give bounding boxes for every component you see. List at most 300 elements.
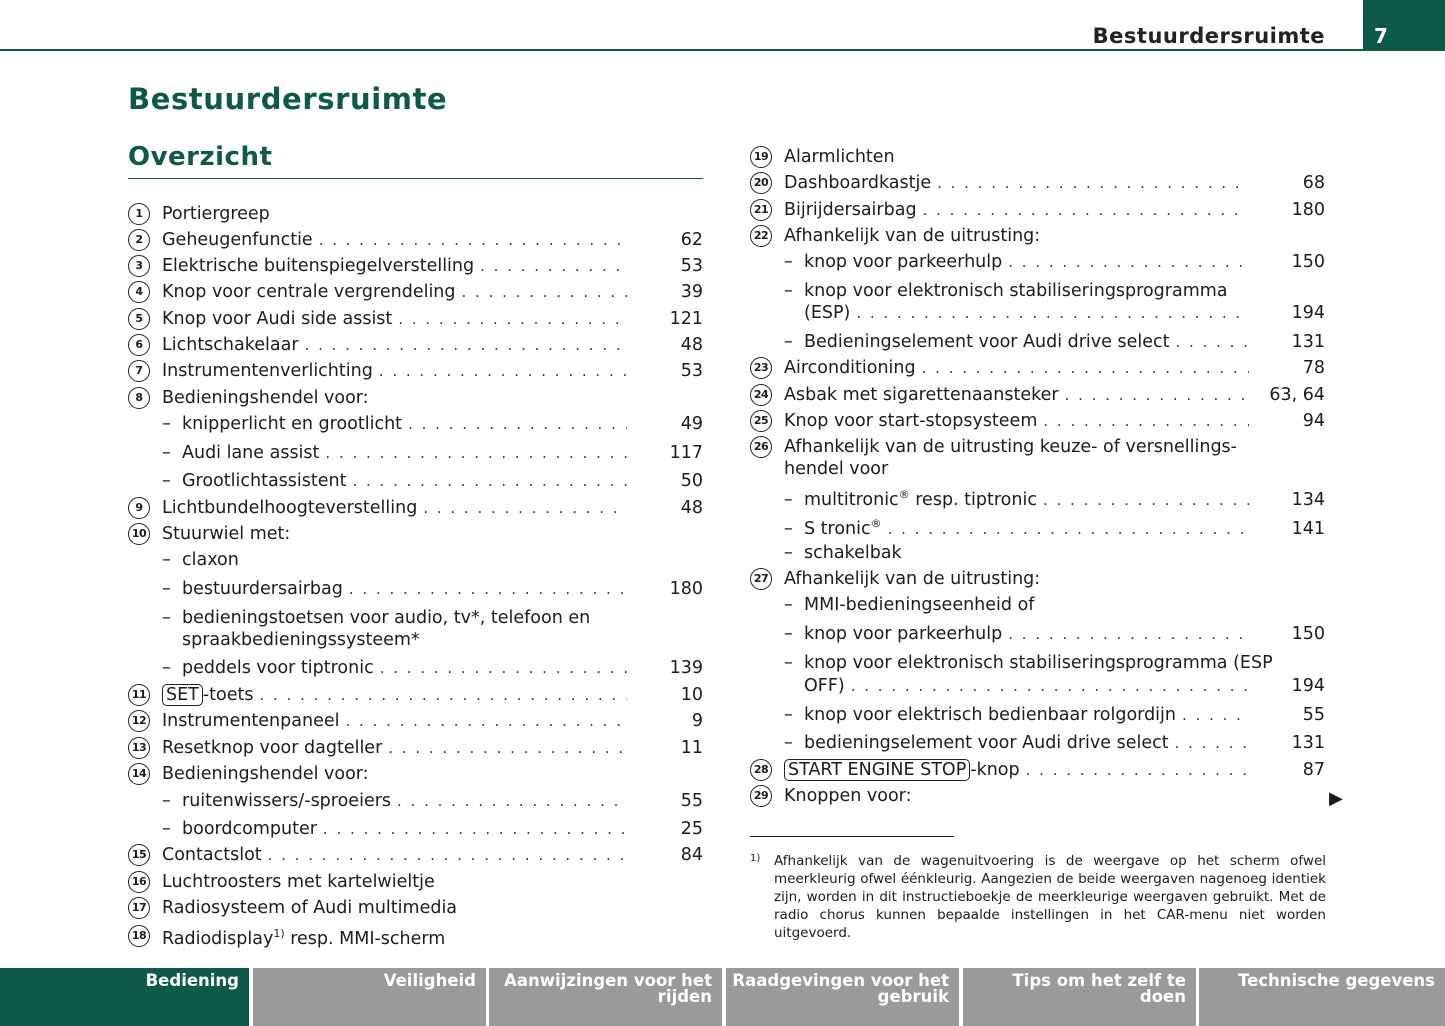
entry-label-text: Afhankelijk van de uitrusting keuze- of versnellings- xyxy=(784,437,1237,457)
page-reference: 150 xyxy=(1291,624,1325,644)
toc-entry[interactable] xyxy=(128,763,703,785)
entry-label-text: Portiergreep xyxy=(162,204,270,224)
sub-item-dash: – xyxy=(784,733,793,753)
entry-label-text: schakelbak xyxy=(804,543,902,563)
toc-entry[interactable] xyxy=(128,818,703,840)
item-number-badge: 4 xyxy=(128,281,150,303)
entry-label xyxy=(804,732,1169,754)
entry-label xyxy=(804,594,1034,616)
toc-entry[interactable] xyxy=(128,629,703,651)
item-number-badge: 8 xyxy=(128,387,150,409)
key-label-badge: START ENGINE STOP xyxy=(784,759,970,781)
header-rule xyxy=(0,49,1363,51)
item-number-badge: 26 xyxy=(750,436,772,458)
toc-entry[interactable] xyxy=(128,523,703,545)
superscript-mark: 1) xyxy=(273,927,285,940)
page-number-tab xyxy=(1363,0,1445,51)
entry-label-text: Audi lane assist xyxy=(182,443,320,463)
dot-leader xyxy=(1008,251,1249,273)
toc-entry[interactable] xyxy=(750,732,1325,754)
entry-label xyxy=(162,710,339,732)
item-number-badge: 2 xyxy=(128,229,150,251)
nav-tab-1[interactable]: Bediening xyxy=(0,968,249,1026)
page-reference: 39 xyxy=(680,282,703,302)
entry-label xyxy=(804,513,882,540)
entry-label xyxy=(784,759,1020,781)
entry-label-text: Bedieningshendel voor: xyxy=(162,388,369,408)
page-reference: 49 xyxy=(680,414,703,434)
toc-entry[interactable] xyxy=(128,255,703,277)
toc-entry[interactable] xyxy=(128,684,703,706)
dot-leader xyxy=(462,281,627,303)
entry-label-text: Luchtroosters met kartelwieltje xyxy=(162,872,435,892)
item-number-badge: 10 xyxy=(128,523,150,545)
toc-entry[interactable] xyxy=(750,410,1325,432)
toc-entry[interactable] xyxy=(750,623,1325,645)
entry-label xyxy=(784,199,917,221)
bottom-navigation xyxy=(0,968,1445,1026)
item-number-badge: 24 xyxy=(750,384,772,406)
toc-entry[interactable] xyxy=(128,281,703,303)
entry-label-text: knop voor parkeerhulp xyxy=(804,252,1003,272)
footnote-text: Afhankelijk van de wagenuitvoering is de weergave op het scherm ofwel meerkleurig ofwel éénkleurig. Aangezien de beide weergaven nagenoeg identiek zijn, worden in dit instructieboekje de meerkleurige weergaven gebruikt. Met de radio chorus kunnen bepaalde instellingen in het CAR-menu niet worden uitgevoerd. xyxy=(774,853,1326,941)
page-reference: 84 xyxy=(680,845,703,865)
entry-label xyxy=(182,818,317,840)
page-reference: 150 xyxy=(1291,252,1325,272)
entry-label xyxy=(804,704,1176,726)
entry-label-text: MMI-bedieningseenheid of xyxy=(804,595,1035,615)
page-reference: 194 xyxy=(1291,676,1325,696)
item-number-badge: 9 xyxy=(128,497,150,519)
entry-label xyxy=(162,334,299,356)
dot-leader xyxy=(397,790,627,812)
item-number-badge: 27 xyxy=(750,568,772,590)
sub-item-dash: – xyxy=(162,658,171,678)
entry-label xyxy=(804,652,1273,674)
entry-label xyxy=(162,923,445,950)
page-reference: 9 xyxy=(691,711,703,731)
entry-label-text: ruitenwissers/-sproeiers xyxy=(182,791,392,811)
toc-entry[interactable] xyxy=(128,844,703,866)
entry-label xyxy=(162,763,369,785)
entry-label xyxy=(162,737,382,759)
item-number-badge: 1 xyxy=(128,203,150,225)
entry-label-text: Afhankelijk van de uitrusting: xyxy=(784,569,1041,589)
toc-entry[interactable] xyxy=(128,387,703,409)
page-reference: 117 xyxy=(669,443,703,463)
entry-label-text: Bedieningshendel voor: xyxy=(162,764,369,784)
entry-label-text: Radiodisplay xyxy=(162,928,274,949)
footnote-rule xyxy=(750,836,954,837)
toc-entry[interactable] xyxy=(750,785,1325,807)
page-reference: 131 xyxy=(1291,733,1325,753)
item-number-badge: 3 xyxy=(128,255,150,277)
entry-label xyxy=(784,384,1059,406)
page-reference: 87 xyxy=(1302,760,1325,780)
entry-label-text: -knop xyxy=(970,760,1020,780)
toc-entry[interactable] xyxy=(750,225,1325,247)
page-reference: 141 xyxy=(1291,518,1325,539)
toc-entry[interactable] xyxy=(750,594,1325,616)
entry-label xyxy=(784,357,916,379)
entry-label xyxy=(182,549,239,571)
toc-entry[interactable] xyxy=(750,357,1325,379)
entry-label-text: knop voor parkeerhulp xyxy=(804,624,1003,644)
entry-label xyxy=(182,629,420,651)
item-number-badge: 12 xyxy=(128,710,150,732)
entry-label xyxy=(162,387,369,409)
toc-entry[interactable] xyxy=(750,436,1325,458)
entry-label-text: Grootlichtassistent xyxy=(182,471,347,491)
dot-leader xyxy=(268,844,627,866)
dot-leader xyxy=(851,675,1249,697)
toc-entry[interactable] xyxy=(750,568,1325,590)
entry-label xyxy=(162,897,457,919)
page-reference: 25 xyxy=(680,819,703,839)
page-reference: 121 xyxy=(669,309,703,329)
entry-label xyxy=(784,172,931,194)
item-number-badge: 14 xyxy=(128,763,150,785)
toc-entry[interactable] xyxy=(128,871,703,893)
toc-entry[interactable] xyxy=(128,657,703,679)
toc-entry[interactable] xyxy=(750,484,1325,511)
entry-label-text: Resetknop voor dagteller xyxy=(162,738,383,758)
entry-label-text: knipperlicht en grootlicht xyxy=(182,414,403,434)
item-number-badge: 16 xyxy=(128,871,150,893)
item-number-badge: 23 xyxy=(750,357,772,379)
toc-entry[interactable] xyxy=(128,897,703,919)
toc-entry[interactable] xyxy=(750,384,1325,406)
dot-leader xyxy=(937,172,1249,194)
item-number-badge: 21 xyxy=(750,199,772,221)
entry-label-text: bedieningstoetsen voor audio, tv*, telefoon en xyxy=(182,608,591,628)
page-reference: 48 xyxy=(680,335,703,355)
entry-label-text: hendel voor xyxy=(784,459,889,479)
entry-label xyxy=(162,523,290,545)
entry-label xyxy=(784,568,1040,590)
toc-entry[interactable] xyxy=(750,302,1325,324)
entry-label xyxy=(804,251,1002,273)
entry-label-text: Geheugenfunctie xyxy=(162,230,313,250)
item-number-badge: 7 xyxy=(128,360,150,382)
toc-entry[interactable] xyxy=(128,308,703,330)
toc-entry[interactable] xyxy=(128,360,703,382)
entry-label-text: S tronic xyxy=(804,518,871,539)
sub-item-dash: – xyxy=(784,332,793,352)
entry-label-continued: resp. MMI-scherm xyxy=(284,928,446,949)
entry-label-text: knop voor elektronisch stabiliseringsprogramma xyxy=(804,281,1228,301)
section-title: Overzicht xyxy=(128,142,273,172)
dot-leader xyxy=(323,818,627,840)
dot-leader xyxy=(325,442,627,464)
entry-label-text: Knoppen voor: xyxy=(784,786,912,806)
sub-item-dash: – xyxy=(162,608,171,628)
entry-label xyxy=(804,542,902,564)
sub-item-dash: – xyxy=(784,489,793,510)
nav-tab-2[interactable]: Veiligheid xyxy=(253,968,486,1026)
entry-label xyxy=(182,607,590,629)
page-reference: 78 xyxy=(1302,358,1325,378)
item-number-badge: 17 xyxy=(128,897,150,919)
page-reference: 63, 64 xyxy=(1269,385,1325,405)
dot-leader xyxy=(480,255,627,277)
dot-leader xyxy=(408,413,627,435)
entry-label-text: peddels voor tiptronic xyxy=(182,658,374,678)
entry-label-text: spraakbedieningssysteem* xyxy=(182,630,420,650)
page-reference: 55 xyxy=(680,791,703,811)
entry-label xyxy=(162,684,254,706)
page-reference: 180 xyxy=(669,579,703,599)
entry-label xyxy=(182,442,319,464)
section-rule xyxy=(128,178,703,179)
toc-entry[interactable] xyxy=(128,203,703,225)
toc-entry[interactable] xyxy=(750,172,1325,194)
toc-entry[interactable] xyxy=(750,458,1325,480)
toc-entry[interactable] xyxy=(128,790,703,812)
toc-entry[interactable] xyxy=(128,737,703,759)
entry-label xyxy=(804,623,1002,645)
entry-label xyxy=(162,360,373,382)
page-reference: 62 xyxy=(680,230,703,250)
entry-label xyxy=(182,578,343,600)
entry-label-text: bestuurdersairbag xyxy=(182,579,343,599)
entry-label-text: Dashboardkastje xyxy=(784,173,932,193)
page-reference: 131 xyxy=(1291,332,1325,352)
continue-arrow-icon: ▶ xyxy=(1329,788,1343,809)
dot-leader xyxy=(345,710,627,732)
entry-label xyxy=(182,790,391,812)
dot-leader xyxy=(888,518,1249,540)
entry-label xyxy=(804,302,850,324)
page-reference: 11 xyxy=(680,738,703,758)
sub-item-dash: – xyxy=(784,705,793,725)
toc-entry[interactable] xyxy=(128,334,703,356)
entry-label xyxy=(784,436,1237,458)
dot-leader xyxy=(349,578,627,600)
item-number-badge: 6 xyxy=(128,334,150,356)
toc-entry[interactable] xyxy=(750,251,1325,273)
entry-label-text: Lichtbundelhoogteverstelling xyxy=(162,498,418,518)
entry-label-text: Instrumentenverlichting xyxy=(162,361,373,381)
dot-leader xyxy=(423,497,627,519)
entry-label-text: knop voor elektronisch stabiliseringsprogramma (ESP xyxy=(804,653,1273,673)
dot-leader xyxy=(260,684,628,706)
page-number: 7 xyxy=(1374,24,1388,48)
entry-label xyxy=(162,255,474,277)
dot-leader xyxy=(1043,489,1249,511)
dot-leader xyxy=(380,657,627,679)
page-reference: 94 xyxy=(1302,411,1325,431)
entry-label xyxy=(162,844,262,866)
entry-label-text: Knop voor start-stopsysteem xyxy=(784,411,1038,431)
sub-item-dash: – xyxy=(162,471,171,491)
entry-label-text: Afhankelijk van de uitrusting: xyxy=(784,226,1041,246)
key-label-badge: SET xyxy=(162,684,203,706)
dot-leader xyxy=(923,199,1249,221)
toc-entry[interactable] xyxy=(750,331,1325,353)
entry-label-text: Alarmlichten xyxy=(784,147,895,167)
entry-label-text: Knop voor Audi side assist xyxy=(162,309,393,329)
toc-entry[interactable] xyxy=(128,607,703,629)
toc-entry[interactable] xyxy=(128,470,703,492)
nav-tab-3[interactable]: Aanwijzingen voor het rijden xyxy=(489,968,722,1026)
running-header-title: Bestuurdersruimte xyxy=(1092,24,1325,48)
sub-item-dash: – xyxy=(784,624,793,644)
dot-leader xyxy=(352,470,627,492)
entry-label-text: OFF) xyxy=(804,676,845,696)
entry-label xyxy=(182,470,346,492)
toc-entry[interactable] xyxy=(128,413,703,435)
entry-label xyxy=(804,280,1228,302)
entry-label-text: boordcomputer xyxy=(182,819,317,839)
entry-label xyxy=(784,146,895,168)
entry-label-text: Contactslot xyxy=(162,845,262,865)
toc-entry[interactable] xyxy=(750,199,1325,221)
page-reference: 139 xyxy=(669,658,703,678)
item-number-badge: 18 xyxy=(128,925,150,947)
item-number-badge: 5 xyxy=(128,308,150,330)
page-reference: 68 xyxy=(1302,173,1325,193)
toc-entry[interactable] xyxy=(750,280,1325,302)
item-number-badge: 13 xyxy=(128,737,150,759)
item-number-badge: 15 xyxy=(128,844,150,866)
toc-entry[interactable] xyxy=(128,710,703,732)
dot-leader xyxy=(1175,331,1249,353)
toc-entry[interactable] xyxy=(128,442,703,464)
page-reference: 53 xyxy=(680,361,703,381)
dot-leader xyxy=(1008,623,1249,645)
page-title: Bestuurdersruimte xyxy=(128,82,448,116)
dot-leader xyxy=(1175,732,1249,754)
page-reference: 53 xyxy=(680,256,703,276)
item-number-badge: 28 xyxy=(750,759,772,781)
entry-label-text: Airconditioning xyxy=(784,358,916,378)
sub-item-dash: – xyxy=(162,791,171,811)
entry-label xyxy=(162,497,417,519)
sub-item-dash: – xyxy=(162,579,171,599)
superscript-mark: ® xyxy=(870,517,882,530)
toc-entry[interactable] xyxy=(128,229,703,251)
entry-label xyxy=(804,675,845,697)
item-number-badge: 19 xyxy=(750,146,772,168)
sub-item-dash: – xyxy=(162,550,171,570)
nav-tab-6[interactable]: Technische gegevens xyxy=(1199,968,1445,1026)
entry-label xyxy=(784,458,888,480)
entry-label-text: Bedieningselement voor Audi drive select xyxy=(804,332,1170,352)
item-number-badge: 20 xyxy=(750,172,772,194)
entry-label xyxy=(162,229,313,251)
sub-item-dash: – xyxy=(784,252,793,272)
dot-leader xyxy=(388,737,627,759)
toc-entry[interactable] xyxy=(128,549,703,571)
dot-leader xyxy=(1026,759,1249,781)
page-reference: 194 xyxy=(1291,303,1325,323)
dot-leader xyxy=(398,308,627,330)
page-reference: 134 xyxy=(1291,489,1325,510)
item-number-badge: 25 xyxy=(750,410,772,432)
entry-label xyxy=(162,871,435,893)
entry-label-continued: resp. tiptronic xyxy=(909,489,1037,510)
nav-tab-5[interactable]: Tips om het zelf te doen xyxy=(963,968,1196,1026)
item-number-badge: 11 xyxy=(128,684,150,706)
sub-item-dash: – xyxy=(784,543,793,563)
entry-label xyxy=(182,413,402,435)
entry-label-text: Asbak met sigarettenaansteker xyxy=(784,385,1059,405)
dot-leader xyxy=(1065,384,1249,406)
sub-item-dash: – xyxy=(784,281,793,301)
entry-label xyxy=(182,657,374,679)
entry-label-text: Radiosysteem of Audi multimedia xyxy=(162,898,458,918)
toc-entry[interactable] xyxy=(128,578,703,600)
sub-item-dash: – xyxy=(162,414,171,434)
page-reference: 180 xyxy=(1291,200,1325,220)
dot-leader xyxy=(305,334,627,356)
nav-tab-4[interactable]: Raadgevingen voor het gebruik xyxy=(726,968,959,1026)
entry-label-text: Stuurwiel met: xyxy=(162,524,291,544)
item-number-badge: 22 xyxy=(750,225,772,247)
toc-entry[interactable] xyxy=(750,146,1325,168)
sub-item-dash: – xyxy=(162,819,171,839)
item-number-badge: 29 xyxy=(750,785,772,807)
entry-label-text: Knop voor centrale vergrendeling xyxy=(162,282,456,302)
page-reference: 48 xyxy=(680,498,703,518)
toc-entry[interactable] xyxy=(750,542,1325,564)
sub-item-dash: – xyxy=(784,653,793,673)
entry-label xyxy=(804,484,1037,511)
toc-entry[interactable] xyxy=(750,759,1325,781)
entry-label-text: knop voor elektrisch bedienbaar rolgordijn xyxy=(804,705,1176,725)
toc-entry[interactable] xyxy=(750,675,1325,697)
dot-leader xyxy=(379,360,627,382)
entry-label xyxy=(784,225,1040,247)
entry-label-text: Instrumentenpaneel xyxy=(162,711,340,731)
sub-item-dash: – xyxy=(162,443,171,463)
entry-label-text: Lichtschakelaar xyxy=(162,335,299,355)
entry-label xyxy=(162,281,456,303)
dot-leader xyxy=(319,229,627,251)
entry-label xyxy=(162,308,392,330)
page-reference: 10 xyxy=(680,685,703,705)
sub-item-dash: – xyxy=(784,518,793,539)
footnote-mark: 1) xyxy=(750,853,761,864)
entry-label xyxy=(784,785,911,807)
entry-label-text: (ESP) xyxy=(804,303,851,323)
entry-label xyxy=(804,331,1169,353)
entry-label xyxy=(162,203,270,225)
entry-label-text: multitronic xyxy=(804,489,899,510)
entry-label-text: claxon xyxy=(182,550,239,570)
entry-label-text: bedieningselement voor Audi drive select xyxy=(804,733,1169,753)
page-reference: 55 xyxy=(1302,705,1325,725)
superscript-mark: ® xyxy=(898,488,910,501)
entry-label-text: -toets xyxy=(202,685,254,705)
entry-label-text: Elektrische buitenspiegelverstelling xyxy=(162,256,475,276)
toc-entry[interactable] xyxy=(750,513,1325,540)
dot-leader xyxy=(1043,410,1249,432)
entry-label xyxy=(784,410,1037,432)
dot-leader xyxy=(1182,704,1249,726)
page-reference: 50 xyxy=(680,471,703,491)
footnote xyxy=(750,852,1326,942)
toc-entry[interactable] xyxy=(750,652,1325,674)
sub-item-dash: – xyxy=(784,595,793,615)
dot-leader xyxy=(856,302,1249,324)
entry-label-text: Bijrijdersairbag xyxy=(784,200,917,220)
toc-entry[interactable] xyxy=(750,704,1325,726)
dot-leader xyxy=(922,357,1249,379)
toc-entry[interactable] xyxy=(128,923,703,950)
toc-entry[interactable] xyxy=(128,497,703,519)
